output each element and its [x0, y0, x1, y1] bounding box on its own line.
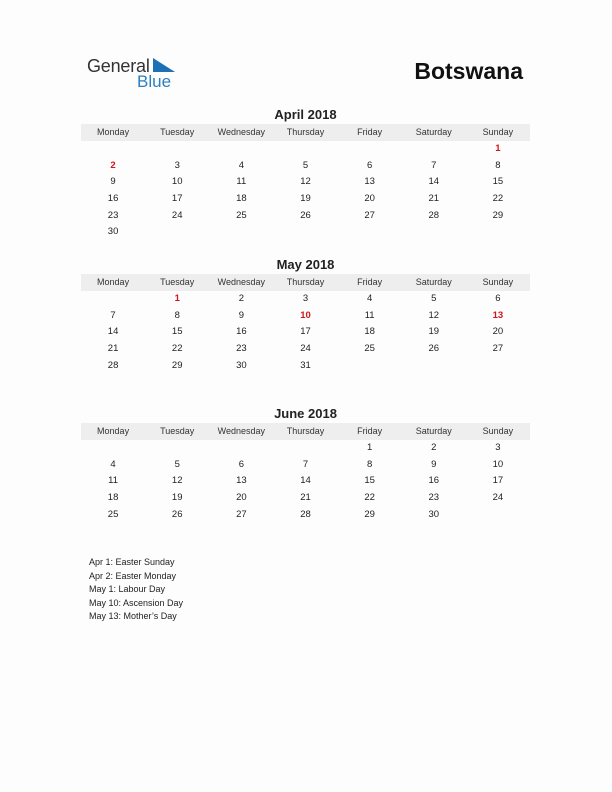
empty-day-cell: [273, 440, 337, 457]
holiday-note: May 1: Labour Day: [89, 584, 166, 595]
day-cell: 6: [238, 458, 244, 470]
day-cell: 7: [302, 458, 309, 470]
weekday-label: Friday: [357, 277, 383, 287]
country-title: Botswana: [414, 58, 523, 84]
day-cell: 30: [428, 508, 440, 520]
empty-day-cell: [402, 358, 466, 375]
day-cell: 1: [174, 293, 180, 304]
empty-day-cell: [145, 141, 209, 158]
week-row: [81, 440, 530, 457]
weekday-label: Thursday: [286, 127, 325, 137]
day-cell: 29: [492, 209, 504, 221]
day-cell: 5: [302, 159, 309, 171]
day-cell: 16: [107, 193, 119, 205]
day-cell: 7: [431, 159, 437, 171]
day-cell: 1: [495, 143, 501, 154]
weekday-header: [81, 423, 530, 440]
day-cell: 14: [428, 176, 440, 188]
day-cell: 16: [236, 326, 247, 338]
day-cell: 17: [492, 475, 504, 487]
empty-day-cell: [81, 291, 145, 308]
day-cell: 26: [428, 343, 440, 355]
week-row: [81, 324, 530, 341]
day-cell: 19: [300, 193, 311, 205]
day-cell: 8: [366, 458, 373, 470]
holiday-note: Apr 2: Easter Monday: [89, 570, 177, 581]
day-cell: 25: [107, 508, 119, 520]
week-row: [81, 208, 530, 225]
holiday-note: May 13: Mother’s Day: [89, 611, 177, 622]
day-cell: 20: [492, 326, 504, 338]
empty-day-cell: [209, 440, 273, 457]
day-cell: 3: [174, 159, 180, 171]
week-row: [81, 158, 530, 175]
day-cell: 15: [364, 475, 375, 487]
weekday-label: Tuesday: [160, 277, 195, 287]
week-row: [81, 174, 530, 191]
empty-day-cell: [466, 224, 530, 241]
day-cell: 9: [238, 309, 244, 321]
week-row: [81, 507, 530, 524]
day-cell: 3: [302, 293, 309, 304]
day-cell: 9: [110, 176, 116, 188]
day-cell: 4: [366, 293, 373, 304]
day-cell: 14: [300, 475, 311, 487]
week-row: [81, 457, 530, 474]
weekday-label: Wednesday: [217, 277, 266, 287]
day-cell: 18: [107, 492, 119, 504]
day-cell: 5: [431, 293, 437, 304]
empty-day-cell: [338, 224, 402, 241]
day-cell: 10: [492, 458, 504, 470]
weekday-label: Thursday: [286, 277, 325, 287]
day-cell: 21: [300, 492, 311, 504]
week-row: [81, 490, 530, 507]
logo-word-blue: Blue: [137, 72, 172, 91]
holiday-note: May 10: Ascension Day: [89, 597, 184, 608]
day-cell: 28: [428, 209, 440, 221]
holiday-notes: [89, 556, 183, 624]
empty-day-cell: [81, 141, 145, 158]
weekday-label: Wednesday: [217, 127, 266, 137]
day-cell: 3: [495, 442, 501, 453]
weekday-label: Monday: [97, 277, 130, 287]
day-cell: 23: [236, 343, 247, 355]
weekday-label: Friday: [357, 426, 383, 436]
day-cell: 2: [110, 159, 116, 171]
week-row: [81, 473, 530, 490]
weekday-label: Sunday: [482, 426, 514, 436]
day-cell: 11: [108, 475, 118, 487]
day-cell: 23: [107, 209, 119, 221]
day-cell: 17: [300, 326, 311, 338]
empty-day-cell: [273, 224, 337, 241]
month-block: [81, 405, 530, 523]
day-cell: 24: [300, 343, 311, 355]
weekday-label: Sunday: [482, 277, 514, 287]
day-cell: 13: [492, 309, 504, 321]
holiday-note: Apr 1: Easter Sunday: [89, 557, 175, 567]
day-cell: 30: [236, 359, 247, 371]
day-cell: 26: [171, 508, 183, 520]
empty-day-cell: [81, 440, 145, 457]
day-cell: 25: [364, 343, 375, 355]
weekday-label: Thursday: [286, 426, 325, 436]
empty-day-cell: [338, 141, 402, 158]
week-row: [81, 341, 530, 358]
day-cell: 6: [366, 159, 373, 171]
logo-word-general: General: [87, 56, 150, 76]
day-cell: 2: [431, 442, 437, 453]
day-cell: 21: [107, 343, 119, 355]
day-cell: 24: [492, 492, 504, 504]
empty-day-cell: [145, 224, 209, 241]
week-row: [81, 141, 530, 158]
day-cell: 31: [300, 359, 311, 371]
day-cell: 5: [174, 458, 180, 470]
day-cell: 16: [428, 475, 440, 487]
empty-day-cell: [273, 141, 337, 158]
month-title: May 2018: [276, 257, 335, 272]
month-block: [81, 256, 530, 374]
day-cell: 15: [492, 176, 504, 188]
empty-day-cell: [209, 224, 273, 241]
day-cell: 28: [107, 359, 119, 371]
day-cell: 22: [364, 492, 375, 504]
weekday-header: [81, 274, 530, 291]
day-cell: 4: [110, 458, 116, 470]
day-cell: 1: [366, 442, 373, 453]
week-row: [81, 191, 530, 208]
day-cell: 26: [300, 209, 311, 221]
week-row: [81, 291, 530, 308]
day-cell: 9: [431, 458, 437, 470]
day-cell: 20: [364, 193, 375, 205]
day-cell: 12: [171, 475, 183, 487]
day-cell: 11: [236, 176, 247, 188]
day-cell: 14: [107, 326, 119, 338]
empty-day-cell: [402, 141, 466, 158]
day-cell: 21: [428, 193, 440, 205]
day-cell: 30: [107, 226, 119, 238]
day-cell: 13: [364, 176, 375, 188]
day-cell: 18: [364, 326, 375, 338]
weekday-label: Tuesday: [160, 426, 195, 436]
weekday-label: Friday: [357, 127, 383, 137]
day-cell: 29: [364, 508, 375, 520]
day-cell: 22: [171, 343, 183, 355]
day-cell: 4: [238, 159, 244, 171]
weekday-header: [81, 124, 530, 141]
day-cell: 8: [174, 309, 180, 321]
weekday-label: Monday: [97, 127, 130, 137]
empty-day-cell: [466, 507, 530, 524]
empty-day-cell: [145, 440, 209, 457]
generalblue-logo: [87, 56, 187, 92]
empty-day-cell: [338, 358, 402, 375]
day-cell: 24: [171, 209, 183, 221]
day-cell: 20: [236, 492, 247, 504]
logo-triangle-icon: [153, 58, 175, 72]
day-cell: 10: [171, 176, 183, 188]
day-cell: 17: [171, 193, 183, 205]
day-cell: 12: [428, 309, 440, 321]
month-title: April 2018: [274, 107, 337, 122]
empty-day-cell: [466, 358, 530, 375]
weekday-label: Saturday: [415, 127, 452, 137]
day-cell: 18: [236, 193, 247, 205]
day-cell: 22: [492, 193, 504, 205]
day-cell: 11: [364, 309, 375, 321]
day-cell: 25: [236, 209, 247, 221]
empty-day-cell: [209, 141, 273, 158]
weekday-label: Wednesday: [217, 426, 266, 436]
day-cell: 29: [171, 359, 183, 371]
weekday-label: Saturday: [415, 277, 452, 287]
day-cell: 13: [236, 475, 247, 487]
day-cell: 28: [300, 508, 311, 520]
day-cell: 2: [238, 293, 244, 304]
weekday-label: Saturday: [415, 426, 452, 436]
week-row: [81, 308, 530, 325]
weekday-label: Tuesday: [160, 127, 195, 137]
empty-day-cell: [402, 224, 466, 241]
day-cell: 19: [171, 492, 183, 504]
day-cell: 27: [236, 508, 247, 520]
month-title: June 2018: [274, 406, 337, 421]
day-cell: 12: [300, 176, 311, 188]
week-row: [81, 358, 530, 375]
day-cell: 15: [171, 326, 183, 338]
day-cell: 6: [495, 293, 501, 304]
weekday-label: Sunday: [482, 127, 514, 137]
week-row: [81, 224, 530, 241]
day-cell: 19: [428, 326, 440, 338]
weekday-label: Monday: [97, 426, 130, 436]
day-cell: 7: [110, 309, 116, 321]
day-cell: 27: [364, 209, 375, 221]
day-cell: 23: [428, 492, 440, 504]
day-cell: 10: [300, 309, 311, 321]
day-cell: 27: [492, 343, 504, 355]
day-cell: 8: [495, 159, 501, 171]
month-block: [81, 106, 530, 241]
